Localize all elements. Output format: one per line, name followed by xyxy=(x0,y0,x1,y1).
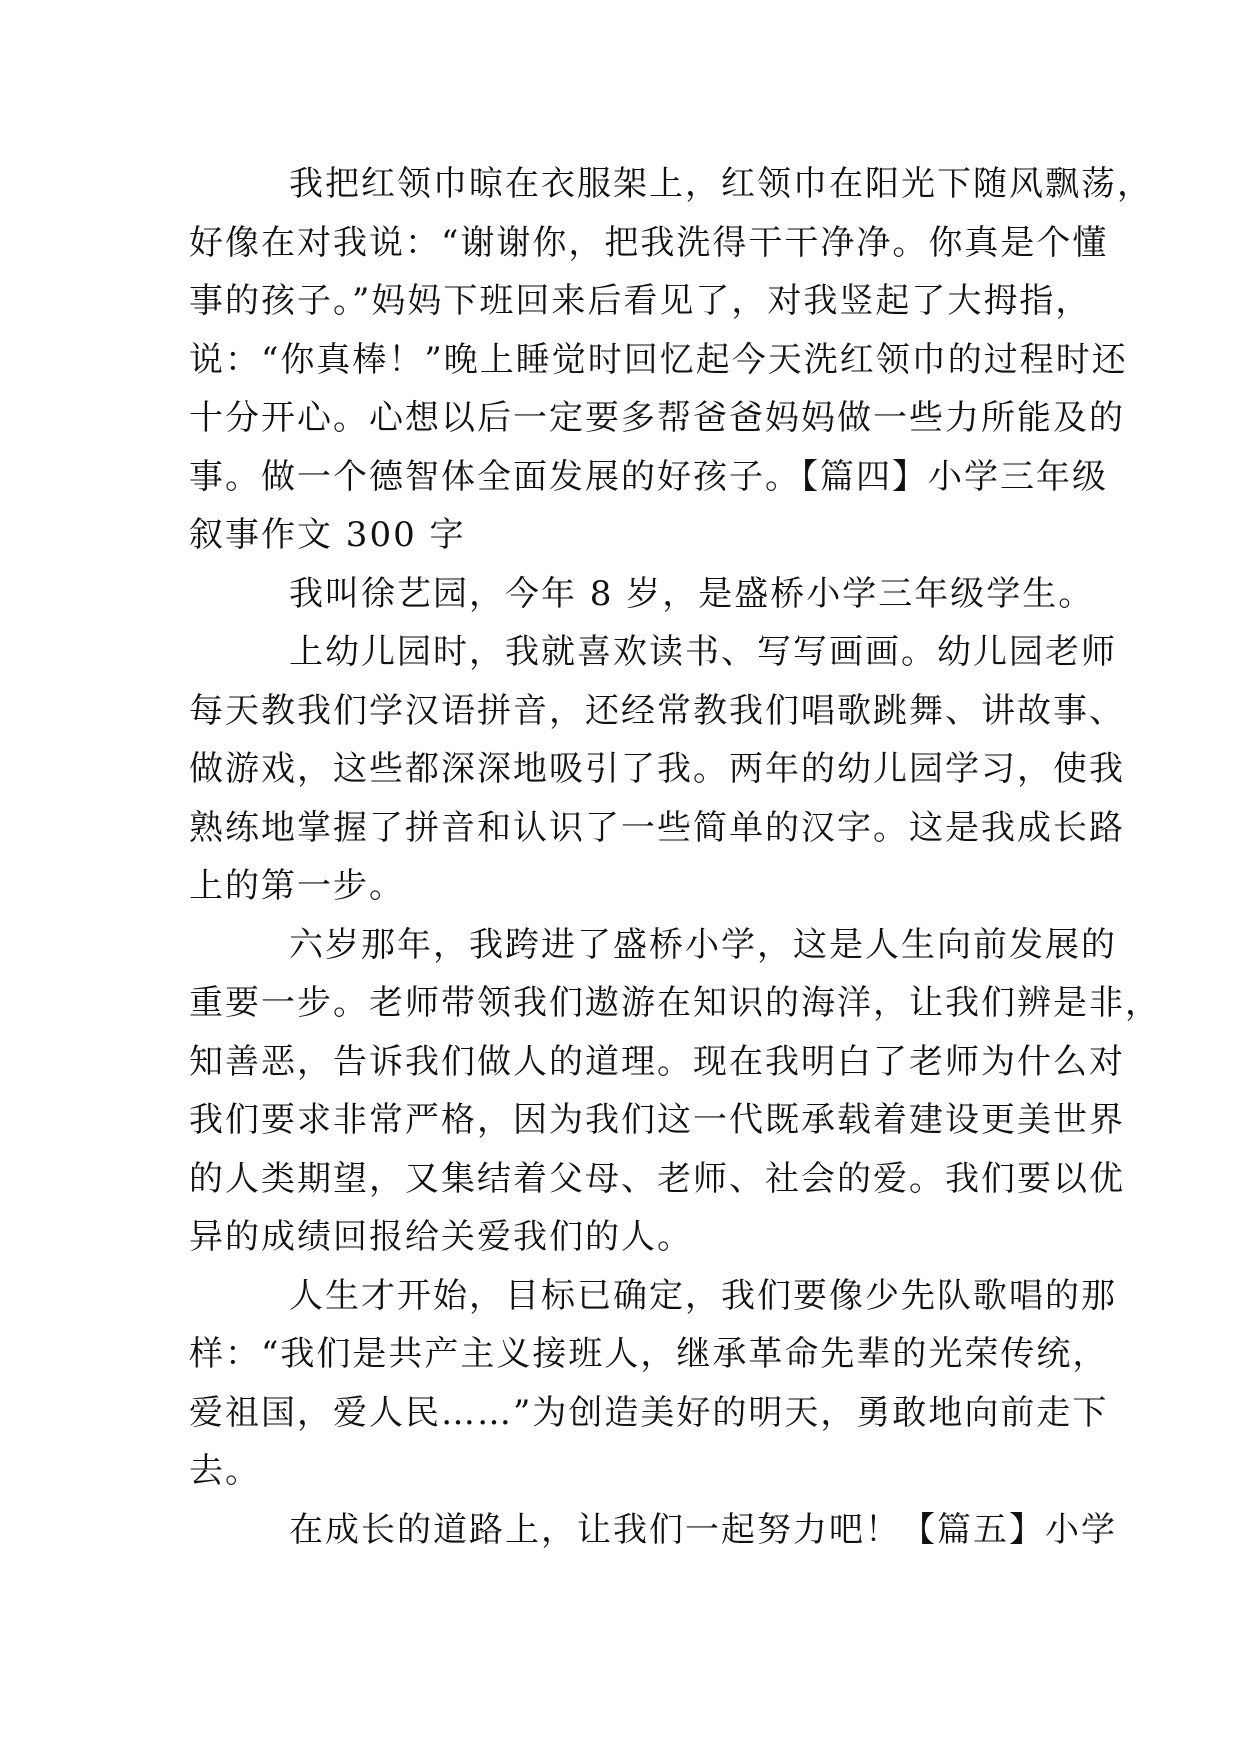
paragraph xyxy=(189,916,1161,1267)
text-line: 重要一步。老师带领我们遨游在知识的海洋，让我们辨是非， xyxy=(189,983,1161,1023)
text-line: 说：“你真棒！”晚上睡觉时回忆起今天洗红领巾的过程时还 xyxy=(189,339,1128,380)
paragraph xyxy=(189,1501,1117,1560)
text-line: 爱祖国，爱人民……”为创造美好的明天，勇敢地向前走下 xyxy=(189,1392,1109,1433)
text-line: 做游戏，这些都深深地吸引了我。两年的幼儿园学习，使我 xyxy=(189,749,1125,789)
text-line: 样：“我们是共产主义接班人，继承革命先辈的光荣传统， xyxy=(189,1334,1109,1374)
text-line: 知善恶，告诉我们做人的道理。现在我明白了老师为什么对 xyxy=(189,1041,1125,1082)
paragraph xyxy=(189,565,1095,624)
text-line: 我们要求非常严格，因为我们这一代既承载着建设更美世界 xyxy=(189,1100,1125,1140)
text-line: 叙事作文 300 字 xyxy=(189,515,466,555)
text-line: 每天教我们学汉语拼音，还经常教我们唱歌跳舞、讲故事、 xyxy=(189,690,1125,731)
text-line: 事。做一个德智体全面发展的好孩子。【篇四】小学三年级 xyxy=(189,456,1108,497)
paragraph xyxy=(189,155,1153,565)
text-line: 的人类期望，又集结着父母、老师、社会的爱。我们要以优 xyxy=(189,1158,1125,1199)
text-line: 上幼儿园时，我就喜欢读书、写写画画。幼儿园老师 xyxy=(289,632,1117,672)
text-line: 熟练地掌握了拼音和认识了一些简单的汉字。这是我成长路 xyxy=(189,807,1125,848)
document-body xyxy=(189,155,1161,1559)
text-line: 去。 xyxy=(189,1451,261,1491)
paragraph xyxy=(189,1267,1117,1501)
text-line: 好像在对我说：“谢谢你，把我洗得干干净净。你真是个懂 xyxy=(189,222,1109,263)
text-line: 事的孩子。”妈妈下班回来后看见了，对我竖起了大拇指， xyxy=(189,281,1092,321)
text-line: 人生才开始，目标已确定，我们要像少先队歌唱的那 xyxy=(289,1275,1117,1316)
text-line: 在成长的道路上，让我们一起努力吧！【篇五】小学 xyxy=(289,1509,1117,1550)
text-line: 我把红领巾晾在衣服架上，红领巾在阳光下随风飘荡， xyxy=(289,164,1153,204)
paragraph xyxy=(189,623,1125,916)
text-line: 上的第一步。 xyxy=(189,866,405,906)
text-line: 十分开心。心想以后一定要多帮爸爸妈妈做一些力所能及的 xyxy=(189,398,1125,438)
text-line: 我叫徐艺园，今年 8 岁，是盛桥小学三年级学生。 xyxy=(289,573,1095,614)
text-line: 六岁那年，我跨进了盛桥小学，这是人生向前发展的 xyxy=(289,924,1117,965)
text-line: 异的成绩回报给关爱我们的人。 xyxy=(189,1217,693,1257)
